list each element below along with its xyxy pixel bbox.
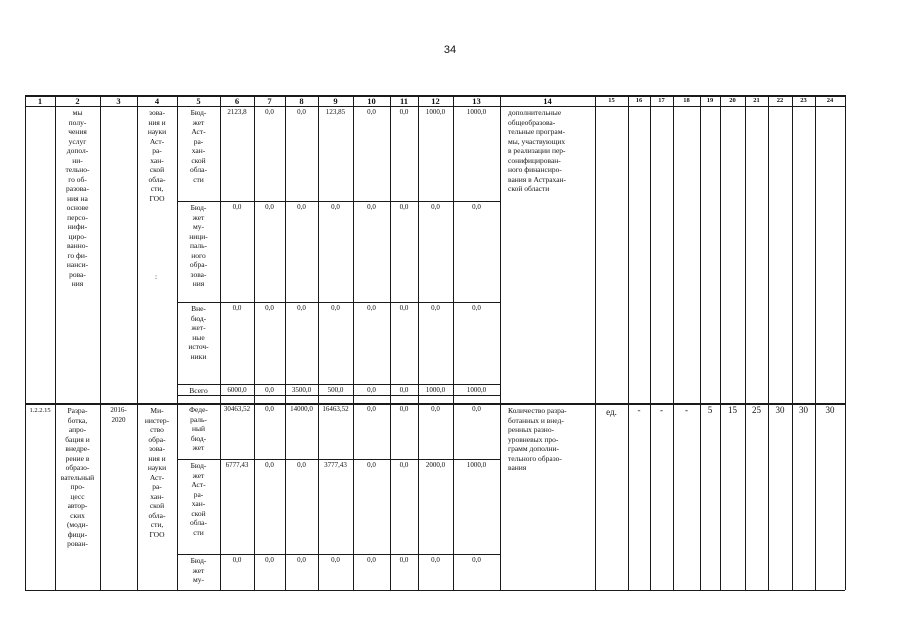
table-rule <box>700 95 701 590</box>
amount-cell: 0,0 <box>265 203 274 211</box>
funding-source: Всего <box>189 386 208 395</box>
table-rule <box>453 95 454 590</box>
table-rule <box>745 95 746 590</box>
amount-cell: 0,0 <box>472 304 481 312</box>
table-rule <box>25 95 26 590</box>
column-number-header: 22 <box>776 97 784 104</box>
amount-cell: 0,0 <box>232 556 242 564</box>
table-rule <box>628 95 629 590</box>
funding-source: Бюд- жет му- ници- паль- ного обра- зова- ния <box>189 203 208 288</box>
table-rule <box>500 95 501 590</box>
amount-cell: 0,0 <box>232 304 242 312</box>
target-value: 30 <box>825 405 835 415</box>
amount-cell: 0,0 <box>431 556 440 564</box>
table-rule <box>720 95 721 590</box>
amount-cell: 6777,43 <box>225 461 249 469</box>
target-value: - <box>685 405 688 415</box>
target-value: - <box>637 405 641 415</box>
column-number-header: 15 <box>608 97 615 104</box>
amount-cell: 0,0 <box>367 556 376 564</box>
amount-cell: 0,0 <box>367 304 376 312</box>
target-value: - <box>660 405 663 415</box>
target-value: 30 <box>799 405 808 415</box>
amount-cell: 14000,0 <box>290 405 313 413</box>
amount-cell: 0,0 <box>297 203 306 211</box>
column-number-header: 1 <box>37 96 43 106</box>
amount-cell: 0,0 <box>331 304 340 312</box>
column-number-header: 24 <box>826 97 834 104</box>
table-rule <box>25 590 845 591</box>
target-value: 5 <box>707 405 713 415</box>
indicator-text: дополнительные общеобразова- тельные програм- мы, участвующих в реализации пер- сонифицирован- ного финансиро- вания в Астрахан- ской области <box>508 108 567 193</box>
amount-cell: 0,0 <box>431 203 440 211</box>
amount-cell: 0,0 <box>472 405 481 413</box>
page-number: 34 <box>443 44 457 56</box>
amount-cell: 2123,8 <box>227 108 247 116</box>
column-number-header: 9 <box>333 96 338 106</box>
amount-cell: 0,0 <box>265 304 274 312</box>
column-number-header: 14 <box>543 96 552 106</box>
target-value: 30 <box>775 405 785 415</box>
column-number-header: 3 <box>116 96 121 106</box>
amount-cell: 3500,0 <box>291 386 312 394</box>
table-rule <box>254 95 255 590</box>
table-rule <box>177 302 500 303</box>
tick-mark: : <box>154 272 158 281</box>
table-rule <box>100 95 101 590</box>
amount-cell: 0,0 <box>265 405 274 413</box>
amount-cell: 0,0 <box>297 556 306 564</box>
funding-source: Бюд- жет Аст- ра- хан- ской обла- сти <box>190 108 207 184</box>
amount-cell: 500,0 <box>327 386 344 394</box>
amount-cell: 0,0 <box>232 203 242 211</box>
column-number-header: 16 <box>635 97 643 104</box>
amount-cell: 30463,52 <box>223 405 251 413</box>
indicator-text: Количество разра- ботанных и внед- ренных разно- уровневых про- грамм дополни- тельного образо- вания <box>508 406 567 472</box>
amount-cell: 2000,0 <box>425 461 446 469</box>
column-number-header: 10 <box>367 96 376 106</box>
amount-cell: 1000,0 <box>466 386 487 394</box>
amount-cell: 123,85 <box>325 108 346 116</box>
table-rule <box>595 95 596 590</box>
task-description: Разра- ботка, апро- бация и внедре- рение в образо- вательный про- цесс автор- ских (моди- фици- рован- <box>60 406 95 548</box>
table-rule <box>650 95 651 590</box>
table-rule <box>815 95 816 590</box>
funding-source: Бюд- жет Аст- ра- хан- ской обла- сти <box>190 461 207 537</box>
amount-cell: 0,0 <box>265 556 274 564</box>
amount-cell: 0,0 <box>431 304 440 312</box>
table-rule <box>418 95 419 590</box>
funding-source: Вне- бюд- жет- ные источ- ники <box>188 304 209 361</box>
table-rule <box>318 95 319 590</box>
target-value: 15 <box>728 405 737 415</box>
column-number-header: 6 <box>234 96 240 106</box>
table-rule <box>390 95 391 590</box>
amount-cell: 0,0 <box>399 304 409 312</box>
amount-cell: 6000,0 <box>227 386 247 394</box>
amount-cell: 0,0 <box>431 405 440 413</box>
amount-cell: 0,0 <box>367 386 376 394</box>
amount-cell: 0,0 <box>367 203 376 211</box>
table-rule <box>792 95 793 590</box>
amount-cell: 0,0 <box>472 203 481 211</box>
amount-cell: 0,0 <box>265 386 274 394</box>
table-rule <box>845 95 846 590</box>
period-text: 2016- 2020 <box>110 406 127 424</box>
amount-cell: 1000,0 <box>425 386 446 394</box>
table-rule <box>177 384 500 385</box>
amount-cell: 0,0 <box>399 386 409 394</box>
amount-cell: 0,0 <box>399 461 409 469</box>
amount-cell: 3777,43 <box>324 461 347 469</box>
amount-cell: 0,0 <box>399 203 409 211</box>
executor-text: Ми- нистер- ство обра- зова- ния и науки Аст- ра- хан- ской обла- сти, ГОО <box>144 406 170 539</box>
table-rule <box>177 395 500 396</box>
column-number-header: 8 <box>299 96 304 106</box>
task-description: мы полу- чения услуг допол- ни- тельно- го об- разова- ния на основе персо- нифи- циро- ванно- го фи- нанси- рова- ния <box>65 108 90 288</box>
column-number-header: 5 <box>196 96 201 106</box>
amount-cell: 0,0 <box>331 203 340 211</box>
column-number-header: 23 <box>800 97 807 104</box>
table-rule <box>177 201 500 202</box>
target-value: 25 <box>752 405 761 415</box>
table-rule <box>353 95 354 590</box>
table-rule <box>177 459 500 460</box>
column-number-header: 7 <box>267 96 272 106</box>
amount-cell: 16463,52 <box>322 405 349 413</box>
funding-source: Феде- раль- ный бюд- жет <box>189 405 208 452</box>
amount-cell: 0,0 <box>367 405 376 413</box>
amount-cell: 0,0 <box>367 108 376 116</box>
amount-cell: 0,0 <box>297 108 306 116</box>
column-number-header: 19 <box>706 97 714 104</box>
column-number-header: 2 <box>75 96 80 106</box>
amount-cell: 0,0 <box>472 556 481 564</box>
executor-text: зова- ния и науки Аст- ра- хан- ской обла- сти, ГОО <box>147 108 167 203</box>
column-number-header: 20 <box>729 97 736 104</box>
amount-cell: 0,0 <box>399 108 409 116</box>
item-number: 1.2.2.15 <box>29 407 51 414</box>
column-number-header: 17 <box>658 97 665 104</box>
column-number-header: 4 <box>154 96 160 106</box>
amount-cell: 0,0 <box>399 405 409 413</box>
amount-cell: 0,0 <box>265 108 274 116</box>
column-number-header: 11 <box>399 96 409 106</box>
table-rule <box>768 95 769 590</box>
amount-cell: 1000,0 <box>425 108 446 116</box>
table-rule <box>285 95 286 590</box>
table-rule <box>220 95 221 590</box>
table-rule <box>673 95 674 590</box>
amount-cell: 0,0 <box>265 461 274 469</box>
column-number-header: 18 <box>683 97 690 104</box>
table-rule <box>25 106 845 107</box>
amount-cell: 0,0 <box>297 304 306 312</box>
table-rule <box>177 554 500 555</box>
column-number-header: 12 <box>431 96 440 106</box>
column-number-header: 21 <box>753 97 760 104</box>
unit-cell: ед. <box>606 407 617 417</box>
amount-cell: 0,0 <box>331 556 340 564</box>
amount-cell: 0,0 <box>367 461 376 469</box>
amount-cell: 1000,0 <box>466 461 487 469</box>
amount-cell: 0,0 <box>399 556 409 564</box>
amount-cell: 0,0 <box>297 461 306 469</box>
amount-cell: 1000,0 <box>466 108 487 116</box>
column-number-header: 13 <box>472 96 481 106</box>
funding-source: Бюд- жет му- <box>190 556 207 584</box>
